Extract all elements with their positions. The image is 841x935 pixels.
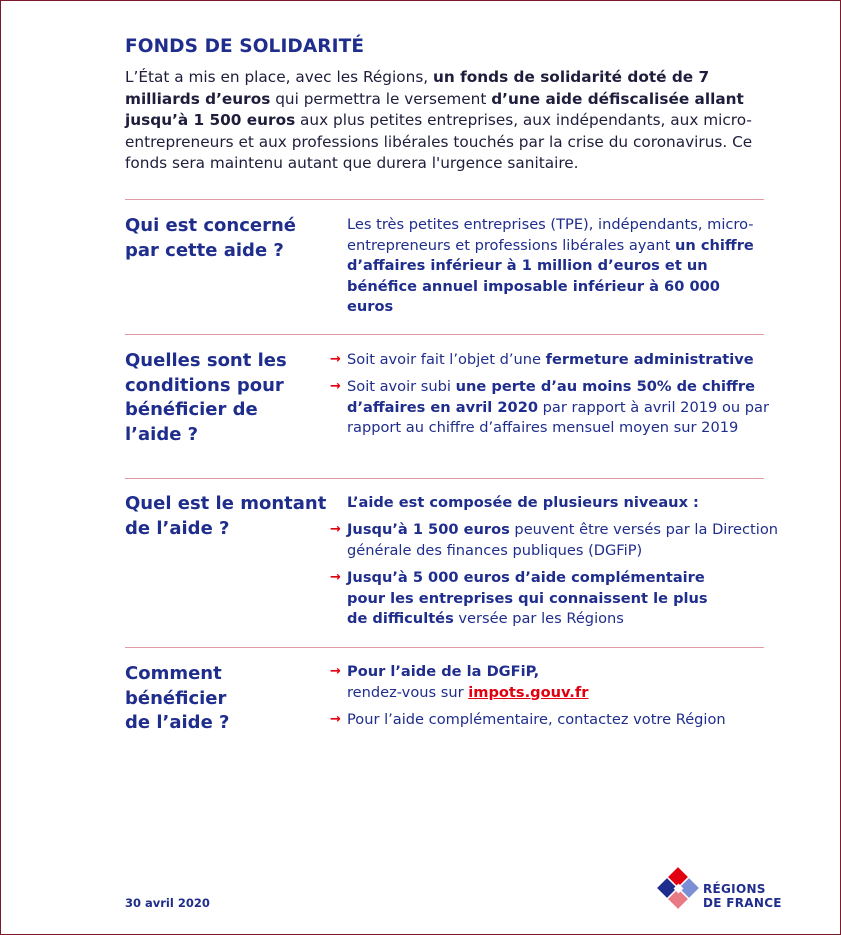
amount-intro [347, 493, 787, 514]
answer-who-bold: un chiffre d’affaires inférieur à 1 million d’euros et un bénéfice annuel imposable inférieur à 60 000 euros [347, 236, 754, 315]
how-bullet-1 [330, 662, 790, 703]
footer-date: 30 avril 2020 [125, 896, 210, 910]
intro-bold-1: un fonds de solidarité doté de 7 milliards d’euros [125, 68, 710, 108]
amount-bullet-2 [330, 568, 730, 630]
amount-bullet-2-rest: versée par les Régions [453, 610, 624, 627]
page-title: FONDS DE SOLIDARITÉ [125, 36, 365, 57]
amount-bullet-1-bold: Jusqu’à 1 500 euros [347, 521, 510, 538]
arrow-icon: → [330, 664, 341, 679]
conditions-bullet-1-bold: fermeture administrative [545, 351, 754, 368]
answer-who-text: Les très petites entreprises (TPE), indépendants, micro-entrepreneurs et professions libérales ayant [347, 216, 754, 254]
arrow-icon: → [330, 352, 341, 367]
logo-text [703, 882, 782, 910]
intro-text-3: aux plus petites entreprises, aux indépendants, aux micro-entrepreneurs et aux professions libérales touchés par la crise du coronavirus. Ce fonds sera maintenu autant que durera l'urgence sanitaire. [125, 111, 753, 172]
question-how: Comment bénéficier de l’aide ? [125, 663, 230, 733]
amount-bullet-2-bold: Jusqu’à 5 000 euros d’aide complémentaire pour les entreprises qui connaissent le plus de difficultés [347, 569, 708, 627]
impots-link[interactable]: impots.gouv.fr [468, 683, 589, 701]
conditions-bullet-2-text: Soit avoir subi [347, 378, 456, 395]
conditions-bullet-1 [330, 350, 790, 371]
arrow-icon: → [330, 522, 341, 537]
intro-text-1: L’État a mis en place, avec les Régions, [125, 68, 434, 86]
section-divider [125, 199, 764, 200]
arrow-icon: → [330, 570, 341, 585]
logo-line-1: RÉGIONS [703, 882, 766, 896]
question-amount: Quel est le montant de l’aide ? [125, 493, 327, 539]
section-divider [125, 334, 764, 335]
conditions-bullet-2 [330, 377, 770, 439]
conditions-bullet-2-bold: une perte d’au moins 50% de chiffre d’affaires en avril 2020 [347, 378, 755, 416]
arrow-icon: → [330, 379, 341, 394]
how-bullet-1-bold: Pour l’aide de la DGFiP, [347, 663, 540, 680]
question-who: Qui est concerné par cette aide ? [125, 215, 296, 261]
arrow-icon: → [330, 712, 341, 727]
intro-text-2: qui permettra le versement [270, 89, 492, 108]
how-bullet-2-text: Pour l’aide complémentaire, contactez votre Région [347, 711, 726, 728]
conditions-bullet-1-text: Soit avoir fait l’objet d’une [347, 351, 546, 368]
logo-line-2: DE FRANCE [703, 896, 782, 910]
section-divider [125, 647, 764, 648]
amount-bullet-1 [330, 520, 780, 561]
how-bullet-1-text: rendez-vous sur [347, 683, 469, 701]
section-divider [125, 478, 764, 479]
amount-bullet-1-rest: peuvent être versés par la Direction générale des finances publiques (DGFiP) [347, 521, 778, 559]
conditions-bullet-2-rest: par rapport à avril 2019 ou par rapport au chiffre d’affaires mensuel moyen sur 2019 [347, 398, 769, 436]
amount-intro-bold: L’aide est composée de plusieurs niveaux : [347, 494, 699, 511]
intro-bold-2: d’une aide défiscalisée allant jusqu’à 1 500 euros [125, 89, 744, 129]
how-bullet-2 [330, 710, 790, 731]
answer-who [347, 215, 757, 318]
question-conditions: Quelles sont les conditions pour bénéficier de l’aide ? [125, 350, 287, 445]
intro-paragraph [125, 67, 775, 175]
